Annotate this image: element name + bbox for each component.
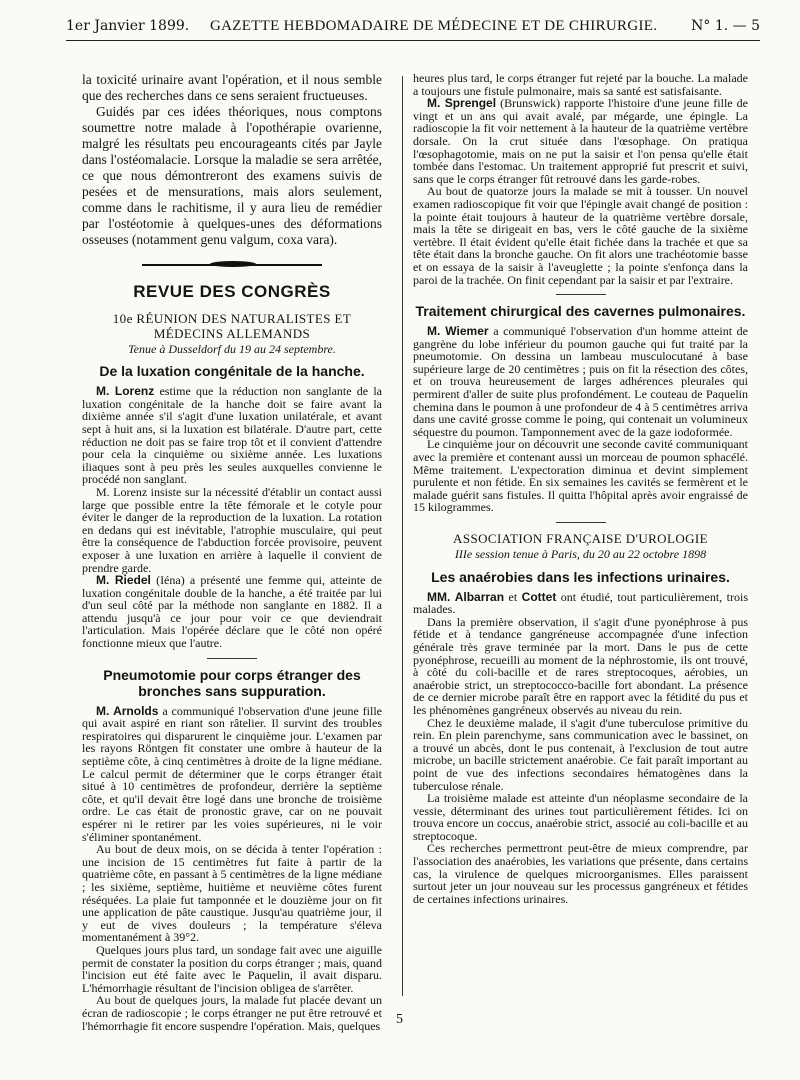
congress-subtitle: Tenue à Dusseldorf du 19 au 24 septembre. [128,341,336,356]
header-rule [66,40,760,41]
article-heading: Pneumotomie pour corps étranger des bronches sans suppuration. [103,666,361,699]
paragraph: la toxicité urinaire avant l'opération, et il nous semble que des recherches dans ce sens seraient fructueuses. [82,72,382,103]
association-title: ASSOCIATION FRANÇAISE D'UROLOGIE [453,531,708,546]
author-name: MM. Albarran [427,589,505,604]
paragraph: M. Lorenz insiste sur la nécessité d'établir un contact aussi large que possible entre la tête fémorale et le cotyle pour éviter le danger de la reproduction de la luxation. La rotation en dedans qui est inévitable, l'atrophie musculaire, qui peut être la conséquence de l'abduction forcée provisoire, peuvent exposer à une luxation en arrière à laquelle il convient de prendre garde. [82,484,382,575]
author-name: Cottet [521,589,557,604]
paragraph: M. Wiemer a communiqué l'observation d'un homme atteint de gangrène du lobe inférieur du poumon gauche qui fut traité par la pneumotomie. On dessina un lambeau musculocutané à base supérieure large de 20 centimètres ; puis on fit la résection des côtes, et on trouva heureusement de larges adhérences pleurales qui permirent d'aller de suite plus profondément. Le couteau de Paquelin chemina dans le poumon à une profondeur de 4 à 5 centimètres arriva dans une cavité grosse comme le poing, qui contenait un volumineux séquestre du poumon. Tamponnement avec de la gaze iodoformée. [413,324,749,439]
paragraph: M. Arnolds a communiqué l'observation d'une jeune fille qui avait aspiré en riant son râtelier. Il survint des troubles respiratoires qui disparurent le cinquième jour. L'examen par les rayons Röntgen fit constater une ombre à hauteur de la septième côte, à cinq centimètres à droite de la ligne médiane. Le calcul permit de déterminer que le corps étranger était situé à 10 centimètres de profondeur, derrière la septième côte, et qu'il devait être logé dans une bronche de troisième ordre. Le cas était de pronostic grave, car on ne pouvait espérer ni le retirer par les voies supérieures, ni le voir s'éliminer spontanément. [82,703,382,844]
section-title: REVUE DES CONGRÈS [133,282,331,301]
left-column [82,72,382,1032]
page-number: 5 [396,1012,403,1027]
paragraph: Ces recherches permettront peut-être de mieux comprendre, par l'association des anaérobies, les variations que présente, dans certains cas, la virulence de quelques microorganismes. Elles paraissent surtout jeter un jour nouveau sur les processus gangréneux et fétides de certaines infections urinaires. [413,841,748,906]
author-name: M. Riedel [96,573,151,588]
paragraph: M. Sprengel (Brunswick) rapporte l'histoire d'une jeune fille de vingt et un ans qui avait avalé, par mégarde, une épingle. La radioscopie la fit voir nettement à la hauteur de la quatrième vertèbre dorsale. On la crut située dans l'œsophage. On pratiqua l'œsophagotomie, mais on ne put la saisir et l'on pensa qu'elle était tombée dans l'estomac. Un traitement approprié fut prescrit et suivi, sans que le corps étranger fût retrouvé dans les garde-robes. [413,96,748,186]
author-name: M. Lorenz [96,384,155,399]
paragraph: Au bout de deux mois, on se décida à tenter l'opération : une incision de 15 centimètres fut faite à partir de la quatrième côte, en passant à 5 centimètres de la ligne médiane ; les sixième, septième, huitième et neuvième côtes furent réséquées. La plaie fut tamponnée et le douzième jour on fit une application de pâte caustique. Jusqu'au quatrième jour, il y eut de vives douleurs ; la température s'éleva momentanément à 39°2. [82,842,382,945]
paragraph: Dans la première observation, il s'agit d'une pyonéphrose à pus fétide et à tendance gangréneuse accompagnée d'une infection générale très grave terminée par la mort. Dans le pus de cette pyonéphrose, recueilli au moment de la néphrostomie, ils ont trouvé, à côté du coli-bacille et de rares streptocoques, aérobies, un anaérobie strict, un streptococco-bacille fort abondant. La présence de ce dernier microbe paraît être en rapport avec la fétidité du pus et les phénomènes gangréneux observés au niveau du rein. [413,614,748,717]
article-heading: Traitement chirurgical des cavernes pulmonaires. [415,303,746,320]
divider [207,658,257,659]
ornament-divider [82,258,382,272]
author-name: M. Sprengel [427,96,497,111]
divider [556,522,606,523]
author-name: M. Arnolds [96,703,159,718]
right-column [413,72,748,905]
issue-page-number: N° 1. — 5 [691,18,760,34]
header-date: 1er Janvier 1899. [66,18,190,34]
paragraph: Le cinquième jour on découvrit une seconde cavité communiquant avec la première et contenant aussi un morceau de poumon sphacélé. Même traitement. L'expectoration diminua et devint simplement purulente et non fétide. En six semaines les cavités se fermèrent et le malade guérit sans fistules. Il quitta l'hôpital après avoir engraissé de 15 kilogrammes. [413,437,748,515]
article-heading: De la luxation congénitale de la hanche. [99,363,365,380]
paragraph: Guidés par ces idées théoriques, nous comptons soumettre notre malade à l'opothérapie ovarienne, malgré les résultats peu encourageants cités par Jayle dans l'ostéomalacie. Lorsque la maladie se sera arrêtée, ce que nous démontreront des examens suivis de pesées et de mensurations, mais alors seulement, comme dans le rachitisme, il y aura lieu de remédier par l'ostéotomie à quelques-unes des déformations osseuses (notamment genu valgum, coxa vara). [82,104,382,247]
paragraph: Au bout de quatorze jours la malade se mit à tousser. Un nouvel examen radioscopique fit voir que l'épingle avait changé de position : la pointe était toujours à hauteur de la quatrième vertèbre dorsale, mais la tête se dirigeait en bas, vers le côté gauche de la sixième vertèbre. Il était évident qu'elle était fichée dans la trachée et que sa tête était dans la bronche gauche. On fit alors une trachéotomie basse et on essaya de la saisir à l'aveuglette ; la pointe s'enfonça dans la paroi de la trachée. On finit cependant par la saisir et par l'extraire. [413,184,748,287]
column-separator [402,76,403,996]
paragraph: Chez le deuxième malade, il s'agit d'une tuberculose primitive du rein. En plein parenchyme, sans communication avec le bassinet, on a trouvé un abcès, dont le pus contenait, à l'exclusion de tout autre microbe, un bacille strictement anaérobie. Ce fait paraît important au point de vue des infections secondaires hématogènes dans la tuberculose rénale. [413,715,748,793]
running-header [66,14,760,38]
association-subtitle: IIIe session tenue à Paris, du 20 au 22 octobre 1898 [454,547,707,561]
congress-title: 10e RÉUNION DES NATURALISTES ET MÉDECINS ALLEMANDS [112,310,352,341]
journal-title: GAZETTE HEBDOMADAIRE DE MÉDECINE ET DE CHIRURGIE. [210,18,658,34]
paragraph: La troisième malade est atteinte d'un néoplasme secondaire de la vessie, déterminant des urines tout particulièrement fétides. Ici on trouva encore un coccus, anaérobie strict, associé au coli-bacille et au streptocoque. [413,791,748,843]
paragraph: MM. Albarran et Cottet ont étudié, tout particulièrement, trois malades. [413,589,748,617]
paragraph: M. Riedel (Iéna) a présenté une femme qui, atteinte de luxation congénitale double de la hanche, a été traitée par lui d'un seul côté par la méthode non sanglante en 1882. Il a attendu jusqu'à ce jour pour voir ce que deviendrait l'articulation. Mais l'opérée déclare que le côté non opéré fonctionne mieux que l'autre. [82,573,382,651]
paragraph: heures plus tard, le corps étranger fut rejeté par la bouche. La malade a toujours une fistule pulmonaire, mais sa santé est satisfaisante. [413,71,748,98]
paragraph: Au bout de quelques jours, la malade fut placée devant un écran de radioscopie ; le corps étranger ne put être retrouvé et l'hémorrhagie fit encore suspendre l'opération. Mais, quelques [82,993,382,1033]
divider [556,294,606,295]
paragraph: M. Lorenz estime que la réduction non sanglante de la luxation congénitale de la hanche doit se faire avant la dixième année s'il s'agit d'une luxation unilatérale, et avant sept à huit ans, si la luxation est bilatérale. D'autre part, cette réduction ne doit pas se faire trop tôt et il convient d'attendre pour cela la cinquième ou sixième année. Les luxations iliaques sont à peu près les seules auxquelles convienne le procédé non sanglant. [82,384,382,487]
author-name: M. Wiemer [427,324,489,339]
paragraph: Quelques jours plus tard, un sondage fait avec une aiguille permit de constater la position du corps étranger ; mais, quand l'incision eut été faite avec le Paquelin, il avait disparu. L'hémorrhagie résultant de l'incision obligea de s'arrêter. [82,942,382,995]
article-heading: Les anaérobies dans les infections urinaires. [431,568,730,585]
